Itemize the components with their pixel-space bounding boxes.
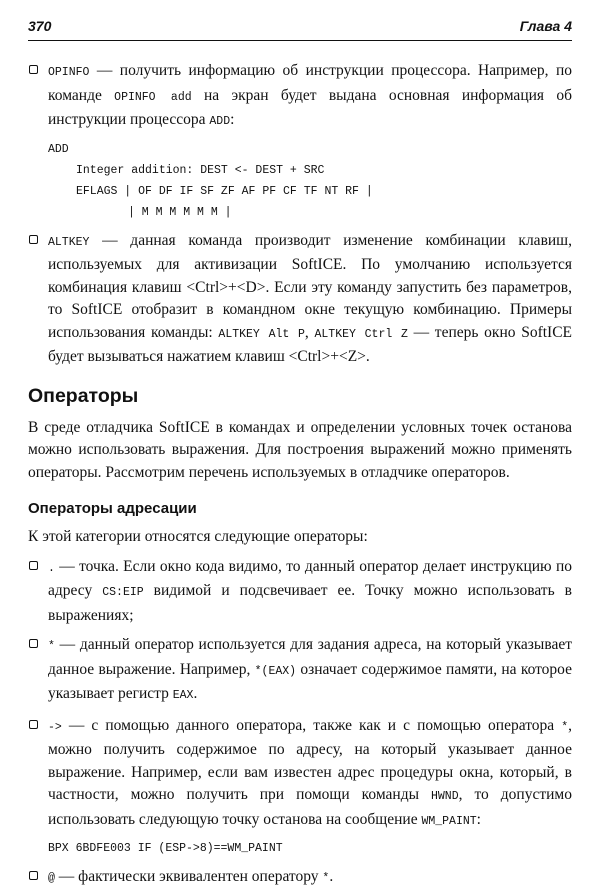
- inline-code: ADD: [209, 115, 231, 128]
- command-name: ALTKEY: [48, 235, 90, 249]
- text: на экран будет выдана основная информация об инструкции процессора: [48, 86, 572, 128]
- page-header: [28, 18, 572, 34]
- text: :: [230, 111, 235, 128]
- section-heading: Операторы: [28, 384, 139, 407]
- checkbox-bullet-icon: [29, 65, 38, 74]
- text: — данный оператор используется для задания адреса, на который указывает данное выражение. Например,: [48, 636, 572, 678]
- inline-code: *(EAX): [254, 664, 297, 678]
- text: — фактически эквивалентен оператору: [54, 868, 323, 885]
- inline-code: CS:EIP: [102, 586, 144, 599]
- checkbox-bullet-icon: [29, 235, 38, 244]
- text: .: [193, 685, 198, 702]
- checkbox-bullet-icon: [29, 561, 38, 570]
- command-name: OPINFO: [48, 66, 90, 79]
- text: — данная команда производит изменение комбинации клавиш, используемых для активизации SoftICE. По умолчанию используется комбинация клавиш <Ctrl>+<D>. Если эту команду запустить без параметров, то SoftICE отобразит в командном окне текущую комбинацию. Примеры использования команды:: [48, 231, 572, 341]
- inline-code: HWND: [431, 790, 459, 803]
- page-body: [28, 60, 572, 891]
- text: ,: [304, 323, 315, 341]
- text: — с помощью данного оператора, также как и с помощью оператора: [61, 716, 562, 734]
- checkbox-bullet-icon: [29, 720, 38, 729]
- subsection-heading: Операторы адресации: [28, 500, 197, 517]
- inline-code: ALTKEY Alt P: [218, 327, 305, 341]
- code-line: EFLAGS | OF DF IF SF ZF AF PF CF TF NT RF |: [76, 184, 373, 198]
- text: — точка. Если окно кода видимо, то данный оператор делает инструкцию по адресу: [48, 557, 572, 599]
- inline-code: OPINFO add: [114, 90, 192, 104]
- text: , то допустимо использовать следующую точку останова на сообщение: [48, 786, 572, 828]
- operator-symbol: .: [48, 561, 55, 575]
- text: , можно получить содержимое по адресу, на который указывает данное выражение. Например, если вам известен адрес процедуры окна, который, в частности, можно получить при помощи команды: [48, 716, 572, 803]
- header-rule: [28, 40, 572, 41]
- operator-symbol: *: [48, 640, 55, 653]
- checkbox-bullet-icon: [29, 871, 38, 880]
- checkbox-bullet-icon: [29, 639, 38, 648]
- code-line: ADD: [48, 142, 69, 156]
- operator-symbol: ->: [48, 720, 62, 734]
- page-number: 370: [28, 18, 52, 34]
- paragraph: К этой категории относятся следующие операторы:: [28, 528, 368, 545]
- text: означает содержимое памяти, на которое указывает регистр: [48, 660, 572, 702]
- text: :: [476, 810, 481, 828]
- text: — получить информацию об инструкции процессора. Например, по команде: [48, 62, 572, 104]
- code-line: | M M M M M M |: [128, 205, 232, 219]
- inline-code: *: [322, 872, 330, 885]
- text: .: [329, 868, 334, 885]
- text: видимой и подсвечивает ее. Точку можно использовать в выражениях;: [48, 582, 572, 624]
- list-item-dot: [28, 556, 572, 628]
- inline-code: ALTKEY Ctrl Z: [314, 327, 408, 341]
- inline-code: *: [561, 720, 569, 734]
- list-item-altkey: [28, 230, 572, 369]
- chapter-label: Глава 4: [519, 18, 572, 34]
- text: — теперь окно SoftICE будет вызываться нажатием клавиш <Ctrl>+<Z>.: [48, 323, 573, 365]
- list-item-opinfo: [28, 60, 572, 134]
- list-item-arrow: [28, 715, 572, 834]
- code-line: BPX 6BDFE003 IF (ESP->8)==WM_PAINT: [48, 842, 283, 855]
- list-item-at: [28, 866, 572, 891]
- paragraph: В среде отладчика SoftICE в командах и определении условных точек останова можно использовать выражения. Для построения выражений можно применять операторы. Рассмотрим перечень используемых в отладчике операторов.: [28, 418, 572, 481]
- inline-code: WM_PAINT: [421, 814, 477, 828]
- operator-symbol: @: [48, 872, 55, 885]
- inline-code: EAX: [172, 689, 194, 702]
- list-item-star: [28, 634, 572, 708]
- code-line: Integer addition: DEST <- DEST + SRC: [76, 163, 325, 177]
